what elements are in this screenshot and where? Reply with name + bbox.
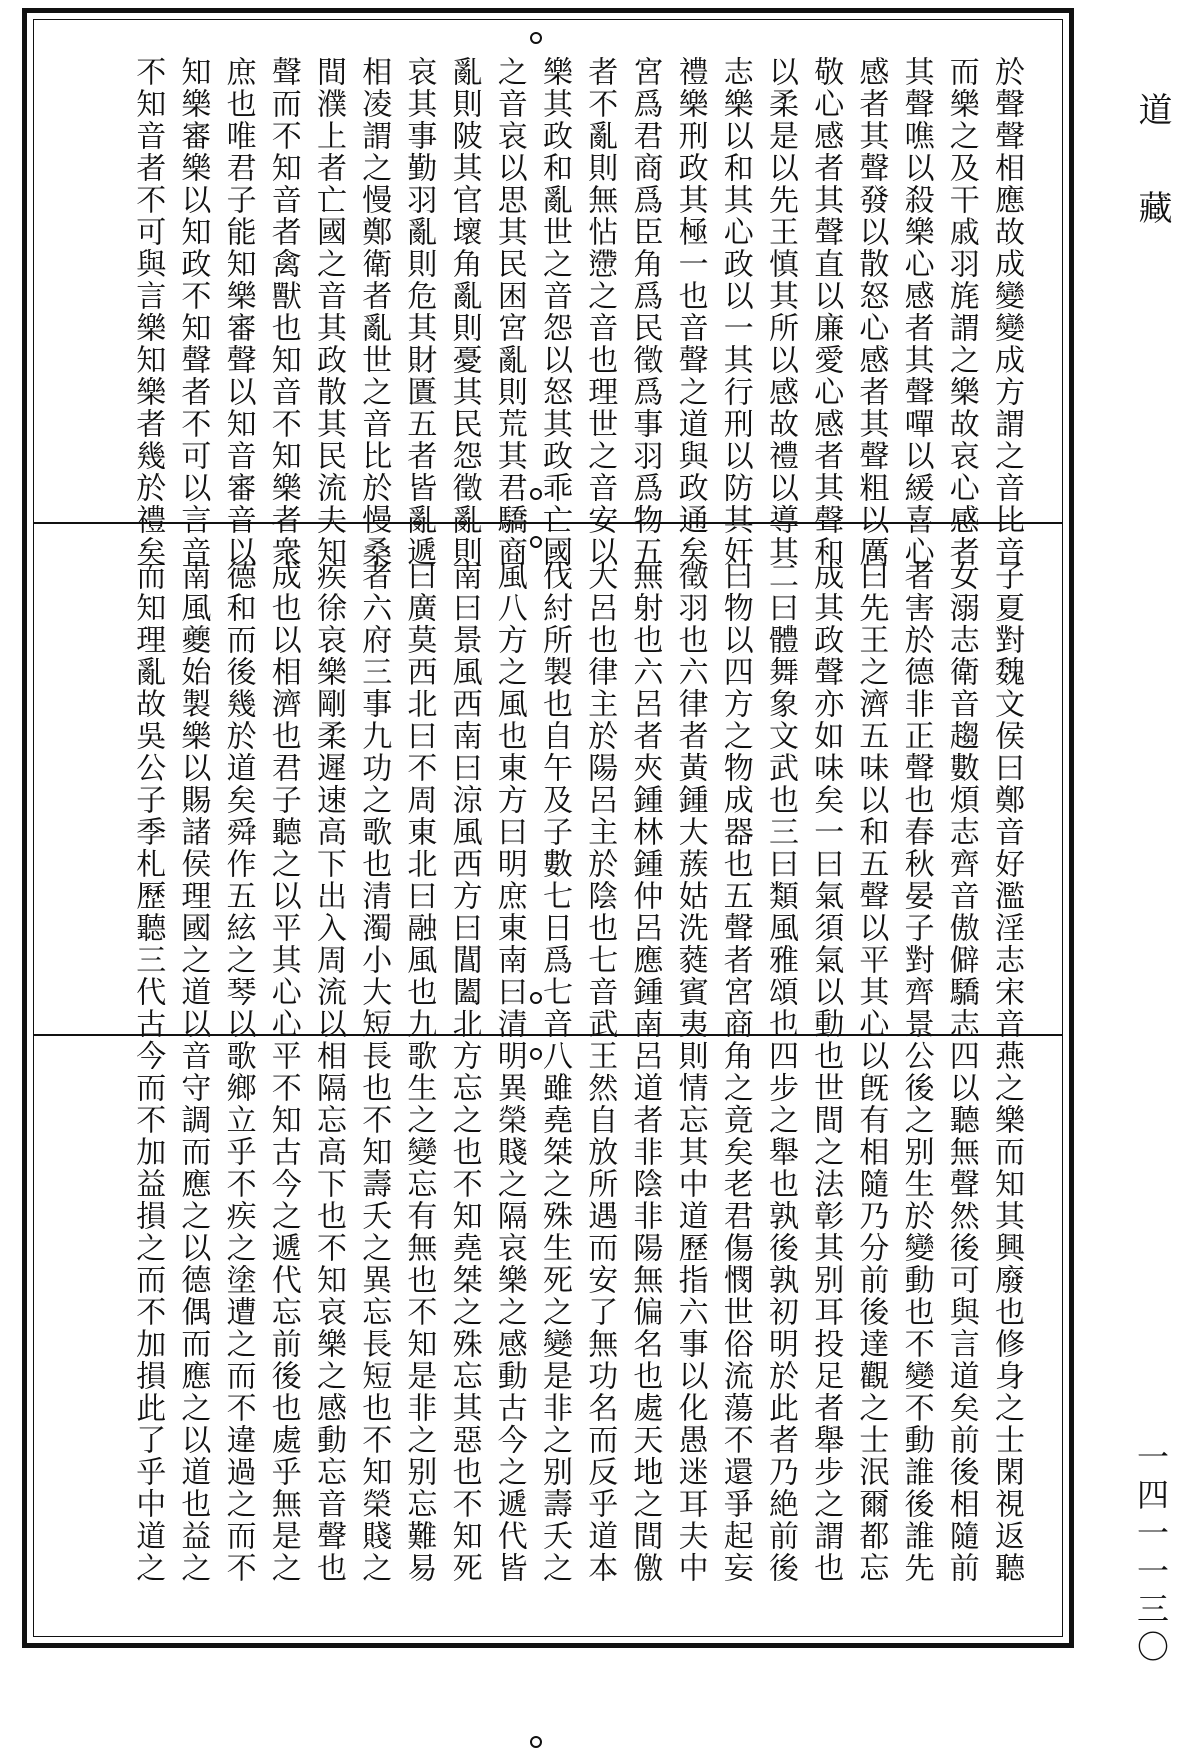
text-column: 之音哀以思其民困宮亂則荒其君驕商 <box>491 56 527 568</box>
text-column: 以聽無聲然後可與言道矣前後相隨前 <box>943 1072 979 1584</box>
text-column: 而樂之及干戚羽旄謂之樂故哀心感者 <box>943 56 979 568</box>
text-column: 哀其事勤羽亂則危其財匱五者皆亂遞 <box>401 56 437 568</box>
text-column: 風八方之風也東方曰明庶東南曰清明 <box>491 560 527 1072</box>
text-column: 亂則陂其官壞角亂則憂其民怨徵亂則 <box>446 56 482 568</box>
text-column: 而不加益損之而不加損此了乎中道之 <box>130 1072 166 1584</box>
text-column: 樂其政和亂世之音怨以怒其政乖亡國 <box>537 56 572 568</box>
text-column: 道者非陰非陽無偏名也處天地之間儌 <box>627 1072 663 1584</box>
text-column: 聲而不知音者禽獸也知音不知樂者衆 <box>265 56 301 568</box>
text-column: 不知音者不可與言樂知樂者幾於禮矣 <box>130 56 166 568</box>
text-column: 於聲聲相應故成變變成方謂之音比音 <box>989 56 1024 568</box>
text-panel-3 <box>34 1034 1062 1646</box>
text-column: 伐紂所製也自午及子數七日爲七音八 <box>537 560 572 1072</box>
text-column: 敬心感者其聲直以廉愛心感者其聲和 <box>808 56 844 568</box>
text-column: 宮爲君商爲臣角爲民徵爲事羽爲物五 <box>627 56 663 568</box>
text-column: 曰物以四方之物成器也五聲者宮商角 <box>717 560 753 1072</box>
text-column: 徵羽也六律者黃鍾大蔟姑洗蕤賓夷則 <box>672 560 708 1072</box>
text-column: 鄉立乎不疾之塗遭之而不違過之而不 <box>220 1072 256 1584</box>
section-marker-circle <box>530 1048 542 1060</box>
text-column: 步之舉也孰後孰初明於此者乃絶前後 <box>763 1072 798 1584</box>
section-marker-circle <box>530 32 542 44</box>
text-column: 南曰景風西南曰涼風西方曰閶闔北方 <box>446 560 482 1072</box>
text-column: 南風夔始製樂以賜諸侯理國之道以音 <box>175 560 211 1072</box>
text-column: 間濮上者亡國之音其政散其民流夫知 <box>311 56 346 568</box>
text-column: 無射也六呂者夾鍾林鍾仲呂應鍾南呂 <box>627 560 663 1072</box>
text-column: 不知古今之遞代忘前後也處乎無是之 <box>265 1072 301 1584</box>
text-column: 者不亂則無怗懘之音也理世之音安以 <box>582 56 618 568</box>
margin-page-number: 一四一一三〇 <box>1132 1440 1170 1668</box>
text-column: 德和而後幾於道矣舜作五絃之琴以歌 <box>220 560 256 1072</box>
text-column: 忘之也不知堯桀之殊忘其惡也不知死 <box>446 1072 482 1584</box>
text-column: 志樂以和其心政以一其行刑以防其奸 <box>717 56 753 568</box>
text-column: 成也以相濟也君子聽之以平其心心平 <box>265 560 301 1072</box>
text-column: 疾徐哀樂剛柔遲速高下出入周流以相 <box>311 560 346 1072</box>
text-column: 也不知壽夭之異忘長短也不知榮賤之 <box>356 1072 392 1584</box>
text-column: 守調而應之以德偶而應之以道也益之 <box>175 1072 211 1584</box>
text-column: 者害於德非正聲也春秋晏子對齊景公 <box>898 560 934 1072</box>
text-column: 知樂審樂以知政不知聲者不可以言音 <box>175 56 211 568</box>
text-column: 異榮賤之隔哀樂之感動古今之遞代皆 <box>491 1072 527 1584</box>
text-column: 禮樂刑政其極一也音聲之道與政通矣 <box>672 56 708 568</box>
section-marker-circle <box>530 1736 542 1748</box>
text-column: 女溺志衛音趨數煩志齊音傲僻驕志四 <box>943 560 979 1072</box>
text-column: 之樂而知其興廢也修身之士閑視返聽 <box>989 1072 1024 1584</box>
text-column: 然自放所遇而安了無功名而反乎道本 <box>582 1072 618 1584</box>
text-column: 世間之法彰其别耳投足者舉步之謂也 <box>808 1072 844 1584</box>
text-column: 情忘其中道歷指六事以化愚迷耳夫中 <box>672 1072 708 1584</box>
text-column: 雖堯桀之殊生死之變是非之别壽夭之 <box>537 1072 572 1584</box>
text-column: 相凌謂之慢鄭衛者亂世之音比於慢桑 <box>356 56 392 568</box>
text-column: 感者其聲發以散怒心感者其聲粗以厲 <box>853 56 889 568</box>
text-column: 旣有相隨乃分前後達觀之士泯爾都忘 <box>853 1072 889 1584</box>
section-marker-circle <box>530 488 542 500</box>
text-column: 以柔是以先王慎其所以感故禮以導其 <box>763 56 798 568</box>
text-column: 而知理亂故吳公子季札歷聽三代古今 <box>130 560 166 1072</box>
page-border <box>22 8 1074 1648</box>
section-marker-circle <box>530 536 542 548</box>
text-column: 後之别生於變動也不變不動誰後誰先 <box>898 1072 934 1584</box>
text-frame <box>33 19 1063 1637</box>
text-column: 曰廣莫西北曰不周東北曰融風也九歌 <box>401 560 437 1072</box>
text-column: 者六府三事九功之歌也清濁小大短長 <box>356 560 392 1072</box>
text-column: 其聲噍以殺樂心感者其聲嘽以緩喜心 <box>898 56 934 568</box>
text-column: 庶也唯君子能知樂審聲以知音審音以 <box>220 56 256 568</box>
margin-title: 道藏 <box>1132 92 1172 288</box>
text-column: 子夏對魏文侯曰鄭音好濫淫志宋音燕 <box>989 560 1024 1072</box>
text-panel-1 <box>34 20 1062 568</box>
text-panel-2 <box>34 522 1062 1072</box>
text-column: 二曰體舞象文武也三曰類風雅頌也四 <box>763 560 798 1072</box>
text-column: 大呂也律主於陽呂主於陰也七音武王 <box>582 560 618 1072</box>
text-column: 成其政聲亦如味矣一曰氣須氣以動也 <box>808 560 844 1072</box>
text-column: 之竟矣老君傷憫世俗流蕩不還爭起妄 <box>717 1072 753 1584</box>
text-column: 生之變忘有無也不知是非之别忘難易 <box>401 1072 437 1584</box>
text-column: 曰先王之濟五味以和五聲以平其心以 <box>853 560 889 1072</box>
section-marker-circle <box>530 992 542 1004</box>
text-column: 隔忘高下也不知哀樂之感動忘音聲也 <box>311 1072 346 1584</box>
